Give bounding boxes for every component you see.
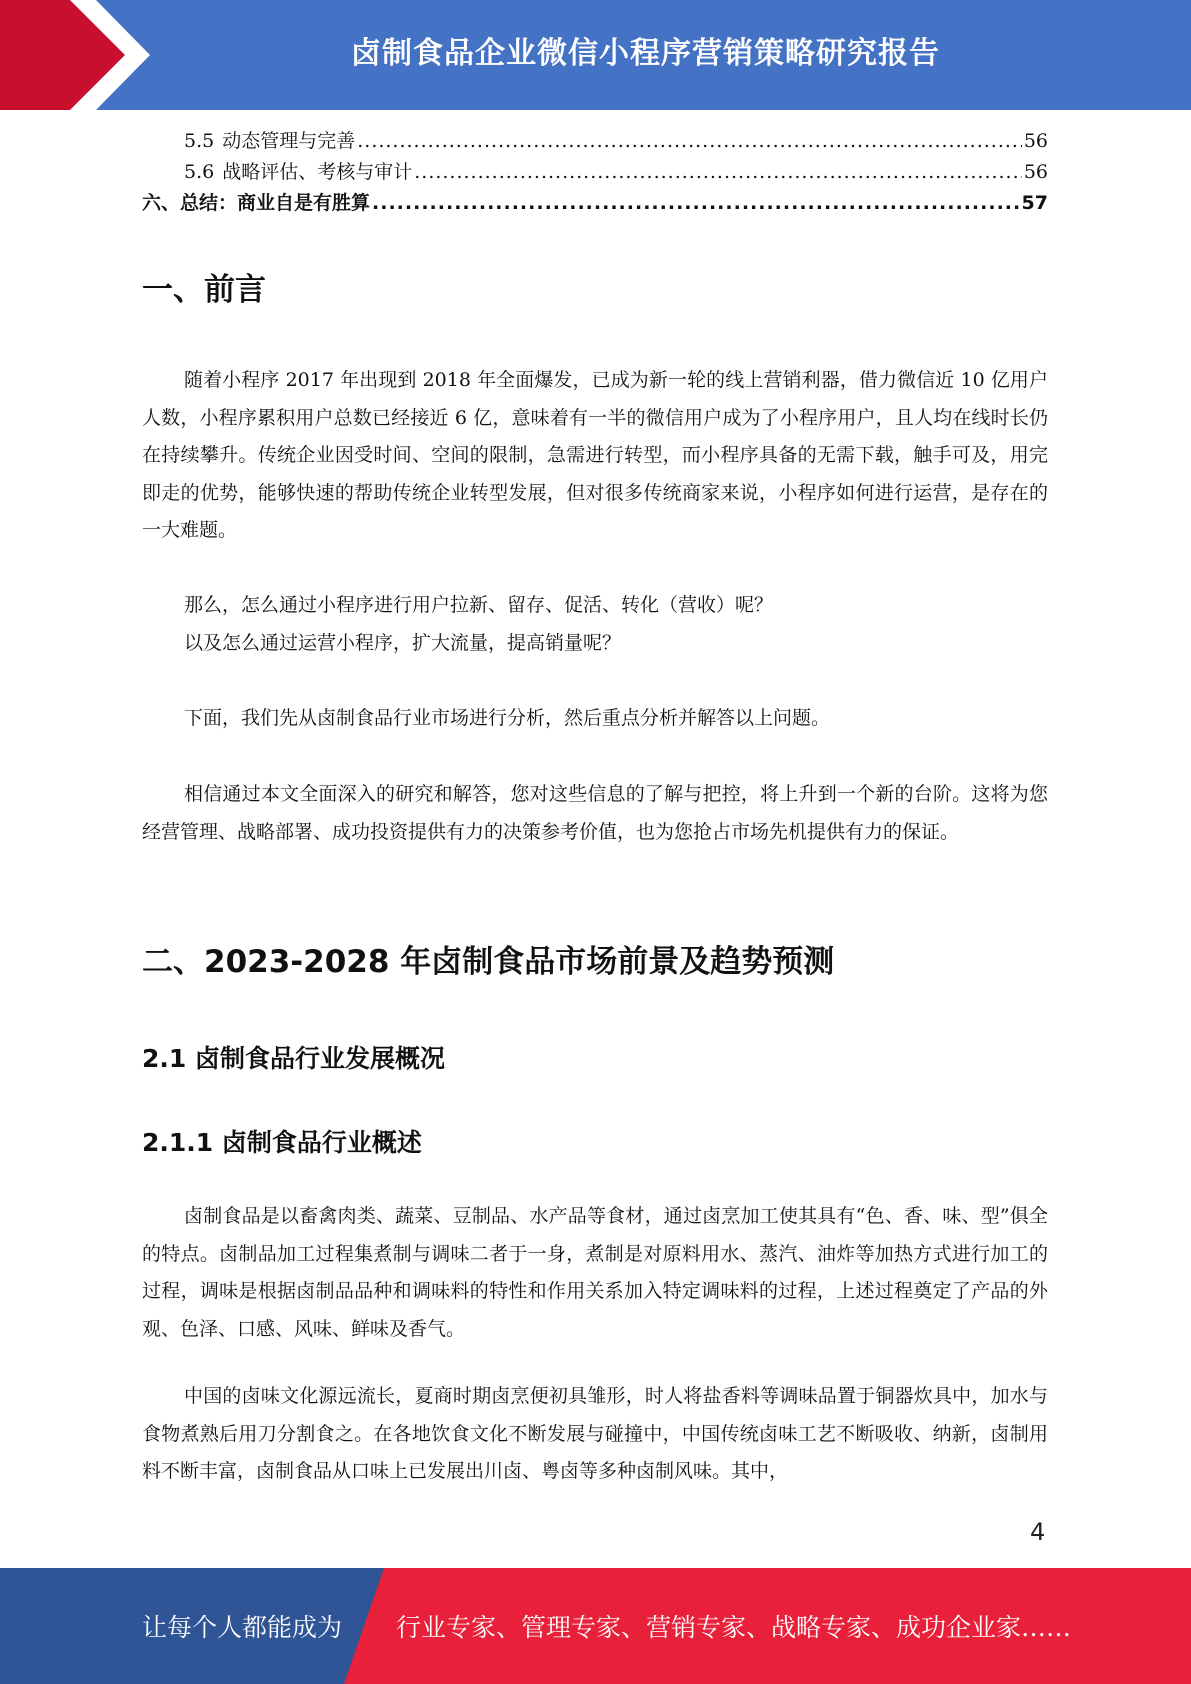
subsubsection-heading: 2.1.1 卤制食品行业概述 (142, 1128, 422, 1157)
toc-leader-dots (414, 157, 1022, 188)
header-chevron-decoration (0, 0, 160, 110)
footer-slogan-left: 让每个人都能成为 (142, 1613, 343, 1642)
question-line: 那么，怎么通过小程序进行用户拉新、留存、促活、转化（营收）呢？ (184, 594, 774, 616)
body-paragraph: 中国的卤味文化源远流长，夏商时期卤烹便初具雏形，时人将盐香料等调味品置于铜器炊具中，加水与食物煮熟后用刀分割食之。在各地饮食文化不断发展与碰撞中，中国传统卤味工艺不断吸收、纳新，卤制用料不断丰富，卤制食品从口味上已发展出川卤、粤卤等多种卤制风味。其中， (142, 1385, 1048, 1482)
body-paragraph: 下面，我们先从卤制食品行业市场进行分析，然后重点分析并解答以上问题。 (184, 707, 831, 729)
toc-entry-number: 5.5 (184, 130, 215, 152)
question-line: 以及怎么通过运营小程序，扩大流量，提高销量呢？ (184, 632, 622, 654)
toc-entry-label: 动态管理与完善 (222, 130, 356, 152)
section-heading: 一、前言 (142, 272, 266, 308)
toc-leader-dots (357, 126, 1022, 157)
body-paragraph: 卤制食品是以畜禽肉类、蔬菜、豆制品、水产品等食材，通过卤烹加工使其具有“色、香、味、型”俱全的特点。卤制品加工过程集煮制与调味二者于一身，煮制是对原料用水、蒸汽、油炸等加热方式进行加工的过程，调味是根据卤制品品种和调味料的特性和作用关系加入特定调味料的过程，上述过程奠定了产品的外观、色泽、口感、风味、鲜味及香气。 (142, 1205, 1048, 1340)
section-heading: 二、2023-2028 年卤制食品市场前景及趋势预测 (142, 944, 835, 980)
page-footer (0, 1568, 1191, 1684)
toc-entry[interactable] (142, 188, 1048, 219)
toc-leader-dots (372, 188, 1020, 219)
toc-entry-number: 5.6 (184, 161, 215, 183)
body-paragraph: 相信通过本文全面深入的研究和解答，您对这些信息的了解与把控，将上升到一个新的台阶。这将为您经营管理、战略部署、成功投资提供有力的决策参考价值，也为您抢占市场先机提供有力的保证。 (142, 783, 1048, 843)
toc-entry-page: 56 (1023, 130, 1048, 152)
page-header (0, 0, 1191, 110)
report-title: 卤制食品企业微信小程序营销策略研究报告 (351, 36, 940, 71)
toc-entry-label: 战略评估、考核与审计 (222, 161, 413, 183)
page-content (142, 126, 1048, 1482)
toc-entry-label: 六、总结：商业自是有胜算 (142, 192, 371, 214)
footer-slogan-right: 行业专家、管理专家、营销专家、战略专家、成功企业家…… (396, 1613, 1072, 1642)
body-paragraph: 随着小程序 2017 年出现到 2018 年全面爆发，已成为新一轮的线上营销利器，借力微信近 10 亿用户人数，小程序累积用户总数已经接近 6 亿，意味着有一半的微信用户成为了小程序用户，且人均在线时长仍在持续攀升。传统企业因受时间、空间的限制，急需进行转型，而小程序具备的无需下载，触手可及，用完即走的优势，能够快速的帮助传统企业转型发展，但对很多传统商家来说，小程序如何进行运营，是存在的一大难题。 (142, 369, 1048, 541)
toc-list (142, 126, 1048, 219)
toc-entry[interactable] (142, 157, 1048, 188)
subsection-heading: 2.1 卤制食品行业发展概况 (142, 1044, 445, 1073)
toc-entry-page: 57 (1021, 192, 1048, 214)
page-number: 4 (1030, 1518, 1046, 1546)
toc-entry[interactable] (142, 126, 1048, 157)
toc-entry-page: 56 (1023, 161, 1048, 183)
